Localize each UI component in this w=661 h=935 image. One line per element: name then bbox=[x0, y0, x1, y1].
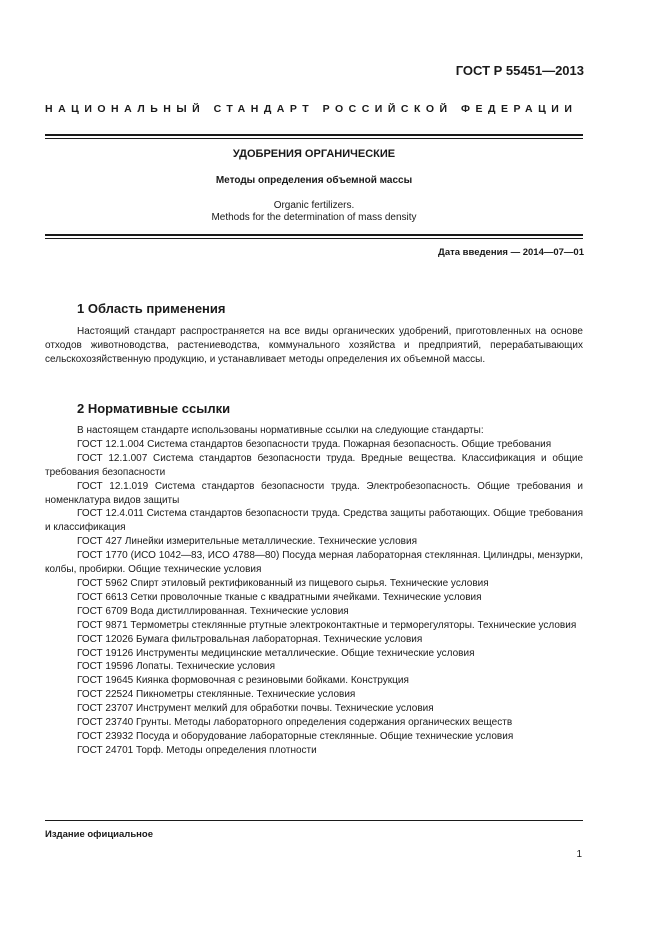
reference-item: ГОСТ 1770 (ИСО 1042—83, ИСО 4788—80) Посуда мерная лабораторная стеклянная. Цилиндры, мензурки, колбы, пробирки. Общие технические условия bbox=[45, 550, 583, 576]
reference-item: ГОСТ 12.1.007 Система стандартов безопасности труда. Вредные вещества. Классификация и общие требования безопасности bbox=[45, 452, 583, 478]
reference-item: ГОСТ 5962 Спирт этиловый ректификованный из пищевого сырья. Технические условия bbox=[77, 577, 489, 589]
reference-item: ГОСТ 427 Линейки измерительные металлические. Технические условия bbox=[77, 536, 417, 548]
section-body-scope bbox=[45, 325, 583, 367]
document-subtitle: Методы определения объемной массы bbox=[215, 175, 413, 186]
reference-item: ГОСТ 23707 Инструмент мелкий для обработки почвы. Технические условия bbox=[77, 703, 434, 715]
reference-item: ГОСТ 23932 Посуда и оборудование лабораторные стеклянные. Общие технические условия bbox=[77, 730, 514, 742]
reference-item: ГОСТ 19645 Киянка формовочная с резиновыми бойками. Конструкция bbox=[77, 675, 409, 687]
paragraph: Настоящий стандарт распространяется на все виды органических удобрений, приготовленных на основе отходов животноводства, растениеводства, коммунального хозяйства и предприятий, перерабатывающих сельскохозяйственную продукцию, и устанавливает методы определения их объемной массы. bbox=[45, 326, 583, 365]
reference-item: ГОСТ 9871 Термометры стеклянные ртутные электроконтактные и терморегуляторы. Технические условия bbox=[77, 619, 577, 631]
top-rule bbox=[45, 134, 583, 136]
reference-item: ГОСТ 6613 Сетки проволочные тканые с квадратными ячейками. Технические условия bbox=[77, 591, 482, 603]
page-number: 1 bbox=[576, 849, 582, 860]
english-title: Organic fertilizers. bbox=[273, 200, 355, 211]
official-edition-label: Издание официальное bbox=[45, 829, 153, 840]
reference-item: ГОСТ 12.4.011 Система стандартов безопасности труда. Средства защиты работающих. Общие требования и классификация bbox=[45, 508, 583, 534]
title-bottom-rule bbox=[45, 234, 583, 236]
title-bottom-rule-thin bbox=[45, 238, 583, 239]
reference-item: ГОСТ 6709 Вода дистиллированная. Технические условия bbox=[77, 605, 349, 617]
national-standard-header: НАЦИОНАЛЬНЫЙ СТАНДАРТ РОССИЙСКОЙ ФЕДЕРАЦИИ bbox=[45, 103, 578, 115]
reference-item: ГОСТ 12.1.019 Система стандартов безопасности труда. Электробезопасность. Общие требования и номенклатура видов защиты bbox=[45, 480, 583, 506]
section-heading-normative-references: 2 Нормативные ссылки bbox=[77, 401, 231, 416]
footer-rule bbox=[45, 820, 583, 821]
reference-item: ГОСТ 22524 Пикнометры стеклянные. Технические условия bbox=[77, 689, 356, 701]
reference-item: ГОСТ 12026 Бумага фильтровальная лабораторная. Технические условия bbox=[77, 633, 423, 645]
paragraph: В настоящем стандарте использованы нормативные ссылки на следующие стандарты: bbox=[77, 425, 484, 436]
reference-item: ГОСТ 19126 Инструменты медицинские металлические. Общие технические условия bbox=[77, 647, 475, 659]
document-title: УДОБРЕНИЯ ОРГАНИЧЕСКИЕ bbox=[232, 148, 396, 160]
reference-item: ГОСТ 24701 Торф. Методы определения плотности bbox=[77, 744, 317, 756]
english-subtitle: Methods for the determination of mass density bbox=[211, 212, 417, 223]
section-body-normative-references bbox=[45, 424, 583, 758]
reference-item: ГОСТ 12.1.004 Система стандартов безопасности труда. Пожарная безопасность. Общие требования bbox=[77, 438, 552, 450]
document-code: ГОСТ Р 55451—2013 bbox=[455, 63, 584, 78]
reference-item: ГОСТ 19596 Лопаты. Технические условия bbox=[77, 661, 275, 673]
top-rule-thin bbox=[45, 138, 583, 139]
section-heading-scope: 1 Область применения bbox=[77, 301, 226, 316]
introduction-date: Дата введения — 2014—07—01 bbox=[438, 247, 584, 258]
reference-item: ГОСТ 23740 Грунты. Методы лабораторного определения содержания органических веществ bbox=[77, 717, 513, 729]
